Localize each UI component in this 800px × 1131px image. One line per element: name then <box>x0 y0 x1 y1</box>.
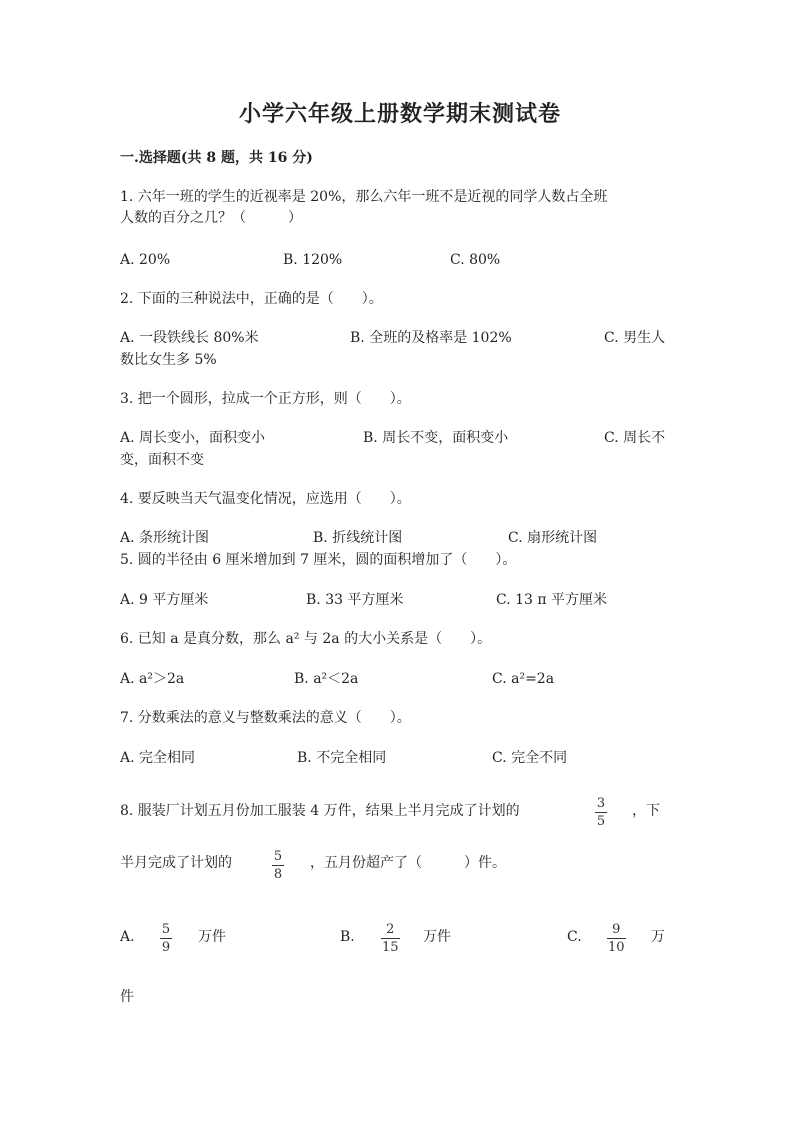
fraction-5-8 <box>272 849 284 882</box>
question-8-option-c-fraction <box>607 922 626 955</box>
fraction-denominator: 15 <box>382 940 399 955</box>
question-2-option-a: A. 一段铁线长 80%米 <box>120 330 259 346</box>
question-1-option-c: C. 80% <box>450 252 501 268</box>
question-2-option-c-wrap: 数比女生多 5% <box>120 352 217 368</box>
fraction-numerator: 5 <box>161 922 171 937</box>
question-3-stem: 3. 把一个圆形，拉成一个正方形，则（ ）。 <box>120 391 411 407</box>
question-4-option-b: B. 折线统计图 <box>313 530 403 546</box>
question-8-option-a-unit: 万件 <box>198 929 226 945</box>
question-8-option-c-label: C. <box>567 929 582 945</box>
page-title: 小学六年级上册数学期末测试卷 <box>238 101 561 127</box>
question-6-option-a: A. a²＞2a <box>120 671 185 687</box>
question-4-option-c: C. 扇形统计图 <box>508 530 598 546</box>
fraction-numerator: 5 <box>273 849 283 864</box>
fraction-denominator: 9 <box>161 940 171 955</box>
question-1-option-b: B. 120% <box>283 252 343 268</box>
question-8-option-b-fraction <box>381 922 400 955</box>
question-6-option-c: C. a²=2a <box>492 671 555 687</box>
question-3-option-b: B. 周长不变，面积变小 <box>363 430 509 446</box>
question-8-line-1: 8. 服装厂计划五月份加工服装 4 万件，结果上半月完成了计划的 <box>120 803 520 819</box>
fraction-numerator: 2 <box>386 922 395 937</box>
question-8-option-a-fraction <box>160 922 172 955</box>
question-3-option-c-wrap: 变，面积不变 <box>120 452 204 468</box>
question-8-line-2-end: ，五月份超产了（ ）件。 <box>310 855 506 871</box>
question-5-option-b: B. 33 平方厘米 <box>306 592 404 608</box>
fraction-3-5 <box>595 796 607 829</box>
question-6-option-b: B. a²＜2a <box>294 671 359 687</box>
section-heading: 一.选择题(共 8 题，共 16 分) <box>120 150 313 166</box>
question-3-option-a: A. 周长变小，面积变小 <box>120 430 266 446</box>
fraction-bar <box>595 812 607 813</box>
fraction-denominator: 10 <box>608 940 625 955</box>
question-3-option-c: C. 周长不 <box>604 430 666 446</box>
question-8-option-a-label: A. <box>120 929 135 945</box>
question-2-option-c: C. 男生人 <box>604 330 666 346</box>
fraction-denominator: 8 <box>273 867 283 882</box>
question-7-option-c: C. 完全不同 <box>492 750 568 766</box>
question-1-line-1: 1. 六年一班的学生的近视率是 20%，那么六年一班不是近视的同学人数占全班 <box>120 189 608 205</box>
question-5-option-a: A. 9 平方厘米 <box>120 592 209 608</box>
fraction-bar <box>607 938 626 939</box>
question-7-stem: 7. 分数乘法的意义与整数乘法的意义（ ）。 <box>120 710 411 726</box>
question-7-option-b: B. 不完全相同 <box>297 750 387 766</box>
fraction-numerator: 3 <box>596 796 606 811</box>
question-2-option-b: B. 全班的及格率是 102% <box>350 330 512 346</box>
question-5-stem: 5. 圆的半径由 6 厘米增加到 7 厘米，圆的面积增加了（ ）。 <box>120 552 517 568</box>
question-8-line-2: 半月完成了计划的 <box>120 855 232 871</box>
question-8-line-1-end: ，下 <box>632 803 660 819</box>
question-6-stem: 6. 已知 a 是真分数，那么 a² 与 2a 的大小关系是（ ）。 <box>120 631 492 647</box>
question-1-line-2: 人数的百分之几？（ ） <box>120 210 302 226</box>
question-5-option-c: C. 13 π 平方厘米 <box>496 592 608 608</box>
question-8-option-b-unit: 万件 <box>423 929 451 945</box>
fraction-bar <box>160 938 172 939</box>
question-1-option-a: A. 20% <box>120 252 171 268</box>
question-8-option-b-label: B. <box>340 929 355 945</box>
question-8-option-c-wrap: 件 <box>120 989 134 1005</box>
fraction-numerator: 9 <box>612 922 621 937</box>
fraction-bar <box>272 865 284 866</box>
question-2-stem: 2. 下面的三种说法中，正确的是（ ）。 <box>120 291 383 307</box>
question-7-option-a: A. 完全相同 <box>120 750 196 766</box>
fraction-bar <box>381 938 400 939</box>
question-8-option-c-unit: 万 <box>651 929 665 945</box>
fraction-denominator: 5 <box>596 814 606 829</box>
question-4-option-a: A. 条形统计图 <box>120 530 210 546</box>
question-4-stem: 4. 要反映当天气温变化情况，应选用（ ）。 <box>120 491 411 507</box>
